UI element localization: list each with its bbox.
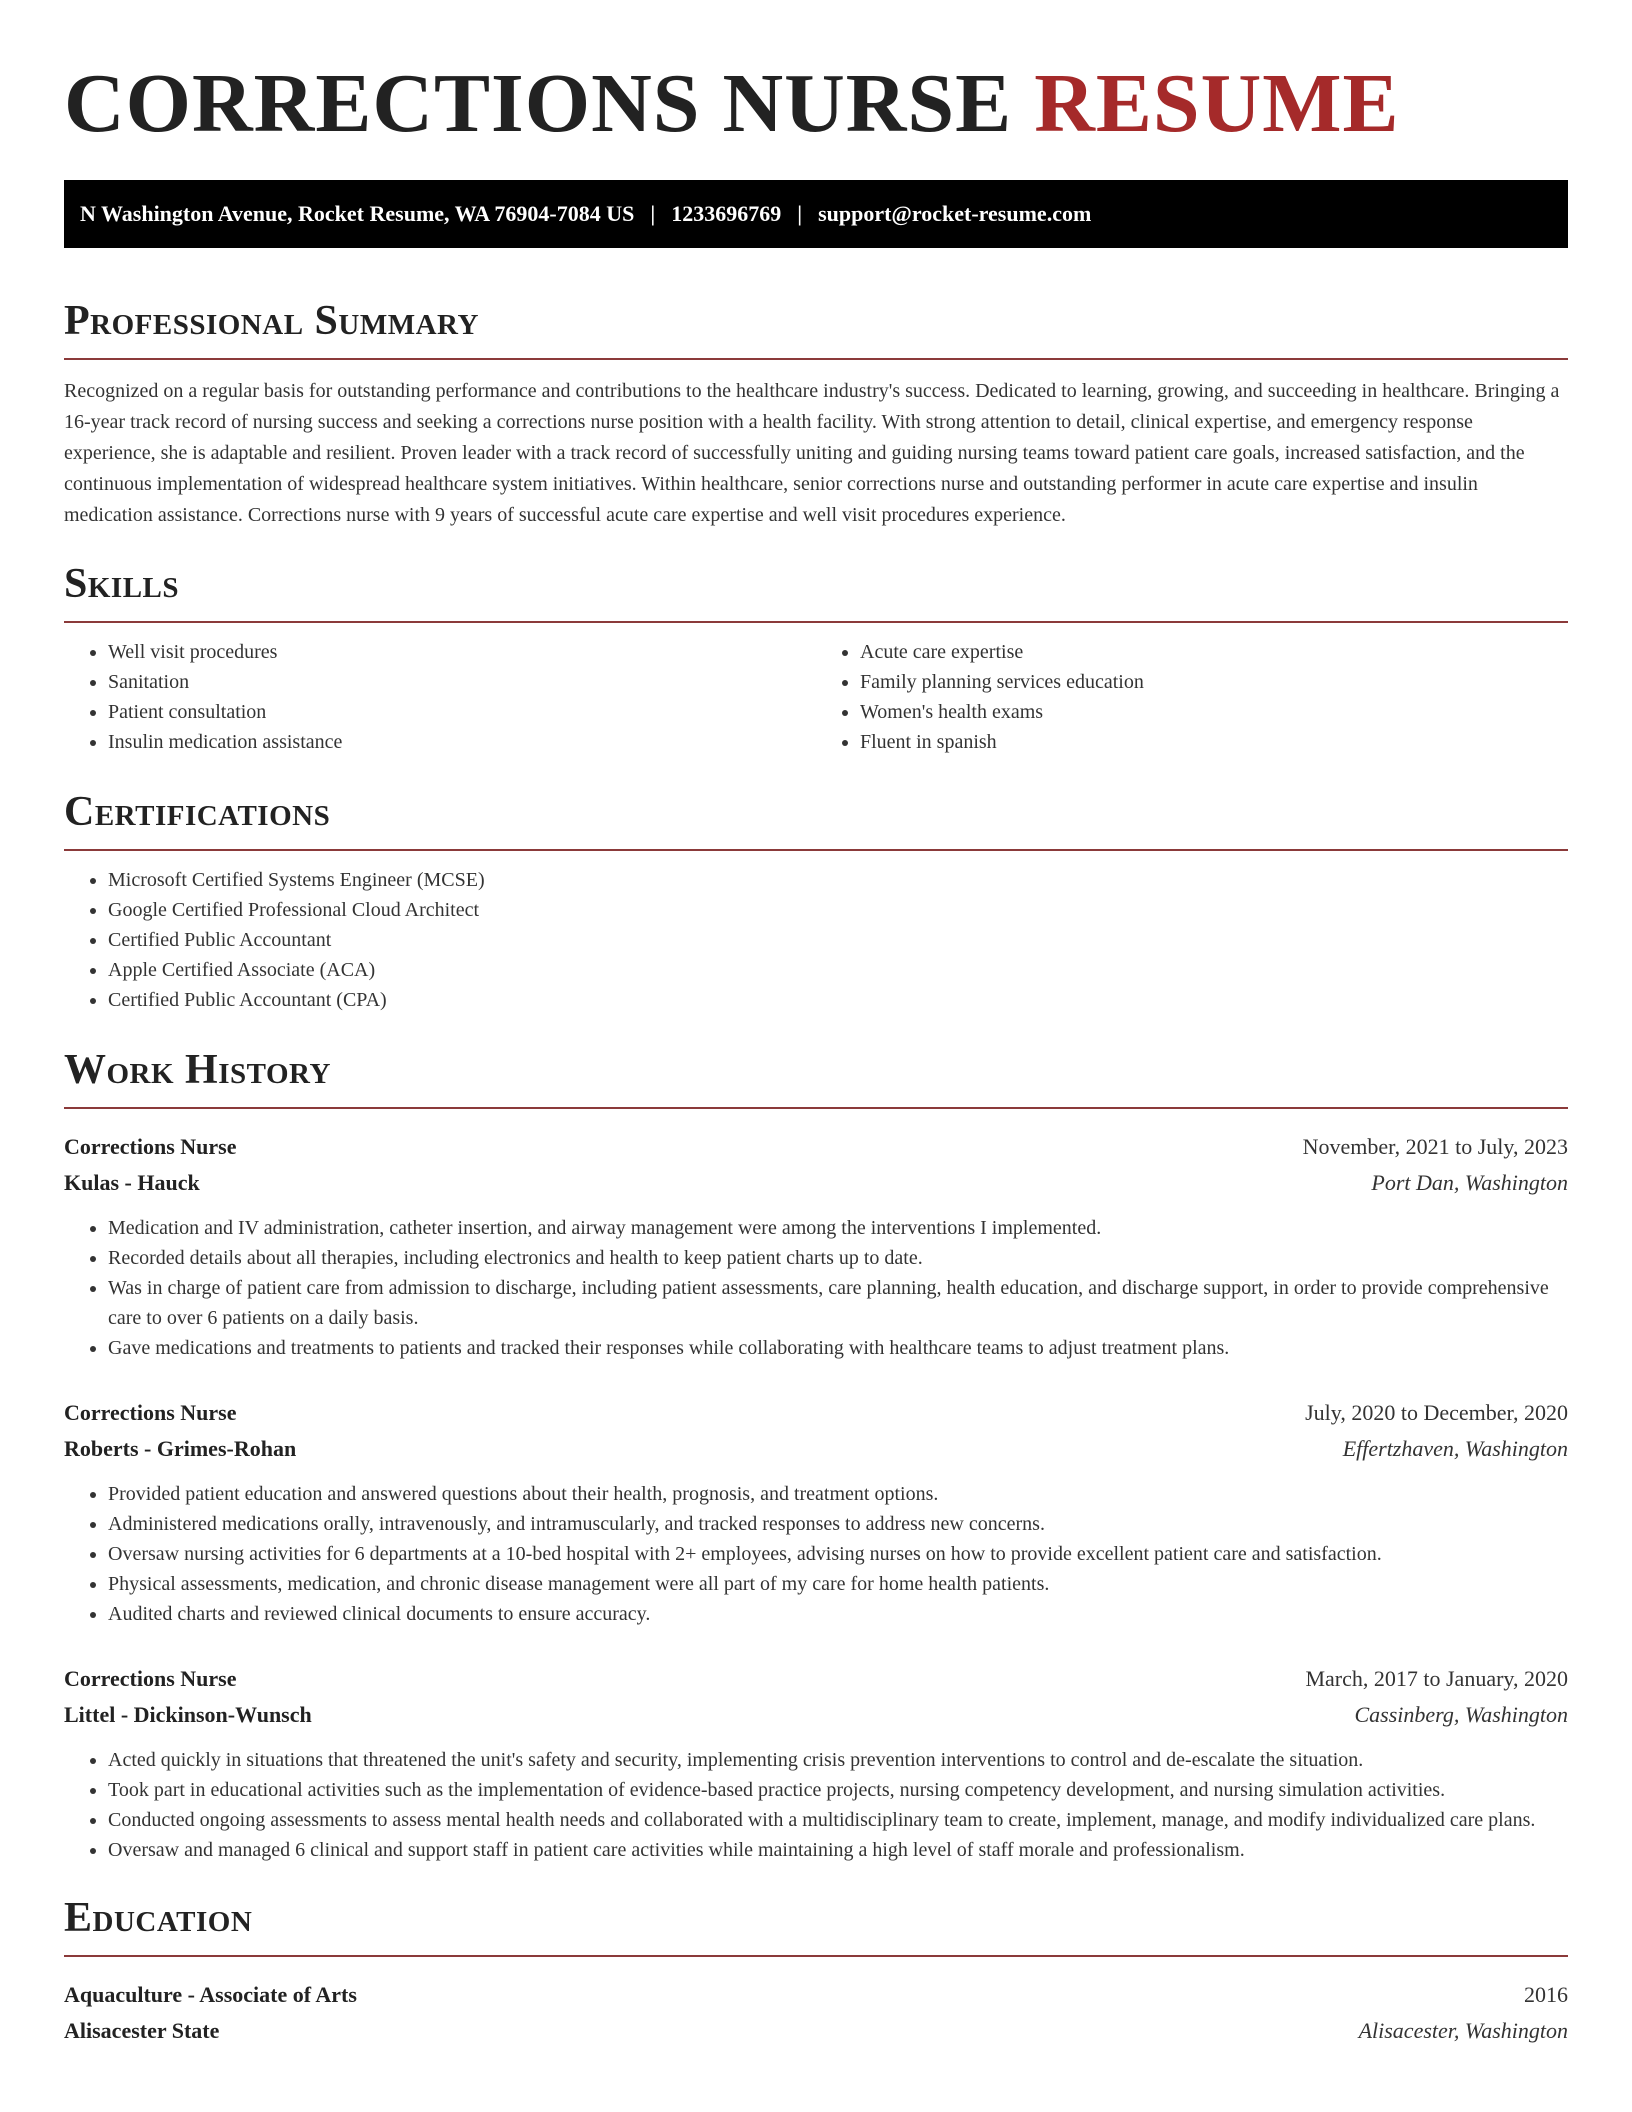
job-location: Port Dan, Washington [1371,1170,1568,1195]
job-company: Littel - Dickinson-Wunsch [64,1702,312,1727]
job-bullets [64,1213,1568,1363]
contact-address: N Washington Avenue, Rocket Resume, WA 76904-7084 US [80,201,635,226]
skill-item: • Sanitation [108,667,816,697]
section-heading: Skills [64,561,180,607]
section-divider [64,1107,1568,1109]
job-dates: March, 2017 to January, 2020 [1305,1666,1568,1691]
job-dates: November, 2021 to July, 2023 [1302,1134,1568,1159]
education-year: 2016 [1524,1982,1568,2007]
job-bullet: • Audited charts and reviewed clinical documents to ensure accuracy. [108,1599,1568,1629]
skill-item: • Insulin medication assistance [108,727,816,757]
contact-phone: 1233696769 [671,201,782,226]
certification-item: • Apple Certified Associate (ACA) [108,955,1568,985]
title-accent: RESUME [1034,57,1400,150]
education-section [64,1893,1568,2049]
work-history-section [64,1045,1568,1865]
job-entry [64,1129,1568,1363]
education-location: Alisacester, Washington [1358,2018,1568,2043]
job-location: Effertzhaven, Washington [1342,1436,1568,1461]
section-heading: Work History [64,1047,331,1093]
section-divider [64,358,1568,360]
section-heading: Professional Summary [64,298,479,344]
professional-summary-section [64,296,1568,531]
job-title: Corrections Nurse [64,1400,237,1425]
job-bullet: • Took part in educational activities such as the implementation of evidence-based practice projects, nursing competency development, and nursing simulation activities. [108,1775,1568,1805]
skill-item: • Patient consultation [108,697,816,727]
job-header-row [64,1661,1568,1697]
job-bullet: • Was in charge of patient care from admission to discharge, including patient assessments, care planning, health education, and discharge support, in order to provide comprehensive care to over 6 patients on a daily basis. [108,1273,1568,1333]
certifications-section [64,787,1568,1015]
contact-separator: | [797,201,803,226]
skills-section [64,559,1568,757]
section-heading: Education [64,1895,253,1941]
job-dates: July, 2020 to December, 2020 [1305,1400,1568,1425]
section-heading: Certifications [64,789,331,835]
education-degree: Aquaculture - Associate of Arts [64,1982,357,2007]
skill-item: • Acute care expertise [860,637,1568,667]
job-header-row [64,1129,1568,1165]
certification-item: • Certified Public Accountant [108,925,1568,955]
job-location: Cassinberg, Washington [1354,1702,1568,1727]
certification-item: • Google Certified Professional Cloud Architect [108,895,1568,925]
skill-item: • Family planning services education [860,667,1568,697]
job-company-row [64,1431,1568,1467]
skill-item: • Fluent in spanish [860,727,1568,757]
job-bullet: • Acted quickly in situations that threatened the unit's safety and security, implementing crisis prevention interventions to control and de-escalate the situation. [108,1745,1568,1775]
section-divider [64,1955,1568,1957]
job-company: Roberts - Grimes-Rohan [64,1436,297,1461]
resume-title [64,0,1568,152]
education-school: Alisacester State [64,2018,220,2043]
certifications-list [64,865,1568,1015]
job-entry [64,1395,1568,1629]
job-company-row [64,1165,1568,1201]
job-bullets [64,1479,1568,1629]
job-bullet: • Administered medications orally, intravenously, and intramuscularly, and tracked responses to address new concerns. [108,1509,1568,1539]
job-company-row [64,1697,1568,1733]
summary-text: Recognized on a regular basis for outstanding performance and contributions to the healthcare industry's success. Dedicated to learning, growing, and succeeding in healthcare. Bringing a 16-year track record of nursing success and seeking a corrections nurse position with a health facility. With strong attention to detail, clinical expertise, and emergency response experience, she is adaptable and resilient. Proven leader with a track record of successfully uniting and guiding nursing teams toward patient care goals, increased satisfaction, and the continuous implementation of widespread healthcare system initiatives. Within healthcare, senior corrections nurse and outstanding performer in acute care expertise and insulin medication assistance. Corrections nurse with 9 years of successful acute care expertise and well visit procedures experience. [64,380,1560,526]
job-bullet: • Physical assessments, medication, and chronic disease management were all part of my care for home health patients. [108,1569,1568,1599]
skill-item: • Well visit procedures [108,637,816,667]
job-title: Corrections Nurse [64,1666,237,1691]
title-main: CORRECTIONS NURSE [64,57,1013,150]
education-school-row [64,2013,1568,2049]
job-bullet: • Gave medications and treatments to patients and tracked their responses while collaborating with healthcare teams to adjust treatment plans. [108,1333,1568,1363]
job-entry [64,1661,1568,1865]
job-bullet: • Medication and IV administration, catheter insertion, and airway management were among the interventions I implemented. [108,1213,1568,1243]
certification-item: • Microsoft Certified Systems Engineer (MCSE) [108,865,1568,895]
job-title: Corrections Nurse [64,1134,237,1159]
skill-item: • Women's health exams [860,697,1568,727]
job-bullet: • Recorded details about all therapies, including electronics and health to keep patient charts up to date. [108,1243,1568,1273]
job-company: Kulas - Hauck [64,1170,200,1195]
job-bullet: • Provided patient education and answered questions about their health, prognosis, and treatment options. [108,1479,1568,1509]
education-entry [64,1977,1568,2049]
job-bullets [64,1745,1568,1865]
education-header-row [64,1977,1568,2013]
contact-email: support@rocket-resume.com [818,201,1092,226]
contact-separator: | [650,201,656,226]
job-header-row [64,1395,1568,1431]
skills-grid [64,623,1568,757]
section-divider [64,849,1568,851]
job-bullet: • Conducted ongoing assessments to assess mental health needs and collaborated with a multidisciplinary team to create, implement, manage, and modify individualized care plans. [108,1805,1568,1835]
job-bullet: • Oversaw nursing activities for 6 departments at a 10-bed hospital with 2+ employees, advising nurses on how to provide excellent patient care and satisfaction. [108,1539,1568,1569]
job-bullet: • Oversaw and managed 6 clinical and support staff in patient care activities while maintaining a high level of staff morale and professionalism. [108,1835,1568,1865]
certification-item: • Certified Public Accountant (CPA) [108,985,1568,1015]
contact-bar [64,180,1568,248]
skills-list-right [816,637,1568,757]
skills-list-left [64,637,816,757]
